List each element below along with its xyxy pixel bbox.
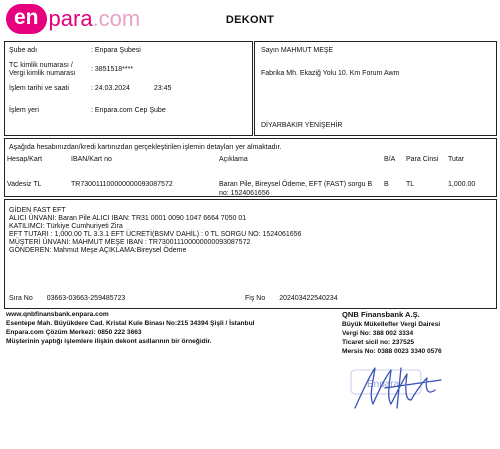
header-description: Açıklama [219, 156, 248, 163]
row-account: Vadesiz TL [7, 181, 42, 188]
sira-label: Sıra No [9, 295, 33, 302]
date-label: İşlem tarihi ve saati [9, 85, 69, 92]
place-row [9, 106, 166, 115]
branch-info-box [4, 41, 253, 136]
logo-en: en [6, 4, 47, 34]
place-value: : Enpara.com Cep Şube [91, 107, 166, 114]
row-description-2: no: 1524061656 [219, 190, 270, 197]
row-amount: 1,000.00 [448, 181, 476, 188]
transactions-header [5, 155, 496, 167]
footer-solution-center: Enpara.com Çözüm Merkezi: 0850 222 3663 [6, 329, 142, 336]
row-description-1: Baran Pile, Bireysel Ödeme, EFT (FAST) sorgu B [219, 181, 373, 188]
header-account: Hesap/Kart [7, 156, 43, 163]
detail-line-6: GÖNDEREN: Mahmut Meşe AÇIKLAMA:Bireysel Ödeme [9, 247, 187, 254]
header-iban: IBAN/Kart no [71, 156, 112, 163]
header-currency: Para Cinsi [406, 156, 439, 163]
place-label: İşlem yeri [9, 107, 39, 114]
header-ba: B/A [384, 156, 396, 163]
stamp-signature [345, 360, 455, 420]
detail-line-4: EFT TUTARI : 1,000.00 TL 3.3.1 EFT ÜCRETİ(BSMV DAHİL) : 0 TL SORGU NO: 1524061656 [9, 231, 302, 238]
tc-label-2: Vergi kimlik numarası [9, 70, 76, 77]
branch-value: : Enpara Şubesi [91, 47, 141, 54]
tc-label-1: TC kimlik numarası / [9, 62, 73, 69]
mersis-number: Mersis No: 0388 0023 3340 0576 [342, 348, 442, 355]
header-amount: Tutar [448, 156, 465, 163]
date-value: : 24.03.2024 [91, 85, 130, 92]
footer-website: www.qnbfinansbank.enpara.com [6, 311, 109, 318]
transactions-box [4, 138, 497, 197]
fis-label: Fiş No [245, 295, 266, 302]
table-row [5, 180, 496, 198]
detail-line-2: ALICI ÜNVANI: Baran Pile ALICI IBAN: TR31 0001 0090 1047 6664 7050 01 [9, 215, 247, 222]
row-ba: B [384, 181, 389, 188]
customer-address: Fabrika Mh. Ekaziğ Yolu 10. Km Forum Awm [261, 70, 400, 77]
footer-note: Müşterinin yaptığı işlemlere ilişkin dekont asıllarının bir örneğidir. [6, 338, 212, 345]
customer-box [254, 41, 497, 136]
fis-value: 202403422540234 [279, 295, 338, 302]
branch-label: Şube adı [9, 47, 38, 54]
tax-office: Büyük Mükellefler Vergi Dairesi [342, 321, 441, 328]
logo-para-text: para [48, 6, 93, 31]
tax-number: Vergi No: 388 002 3334 [342, 330, 414, 337]
trade-registry: Ticaret sicil no: 237525 [342, 339, 415, 346]
details-box [4, 199, 497, 309]
detail-line-1: GİDEN FAST EFT [9, 207, 66, 214]
date-row [9, 84, 171, 93]
page-title: DEKONT [225, 14, 275, 26]
time-value: 23:45 [153, 85, 172, 92]
signature-icon [345, 360, 455, 420]
customer-name: Sayın MAHMUT MEŞE [261, 47, 334, 54]
sira-row [9, 294, 125, 303]
transactions-intro: Aşağıda hesabınızdan/kredi kartınızdan gerçekleştirilen işlemin detayları yer almaktadır. [9, 144, 282, 151]
stamp-text: Enpara [367, 379, 400, 390]
row-iban: TR730011100000000093087572 [71, 181, 173, 188]
logo-com: .com [92, 6, 141, 31]
footer-address: Esentepe Mah. Büyükdere Cad. Kristal Kule Binası No:215 34394 Şişli / İstanbul [6, 320, 255, 327]
tc-value: : 3851518**** [91, 66, 134, 73]
fis-row [245, 294, 338, 303]
detail-line-5: MÜŞTERİ ÜNVANI: MAHMUT MEŞE IBAN : TR730011100000000093087572 [9, 239, 251, 246]
bank-name: QNB Finansbank A.Ş. [342, 310, 420, 319]
customer-city: DİYARBAKIR YENİŞEHİR [261, 122, 343, 129]
detail-line-3: KATILIMCI: Türkiye Cumhuriyeti Zira [9, 223, 123, 230]
branch-row [9, 46, 141, 55]
sira-value: 03663-03663-259485723 [46, 295, 126, 302]
row-currency: TL [406, 181, 415, 188]
